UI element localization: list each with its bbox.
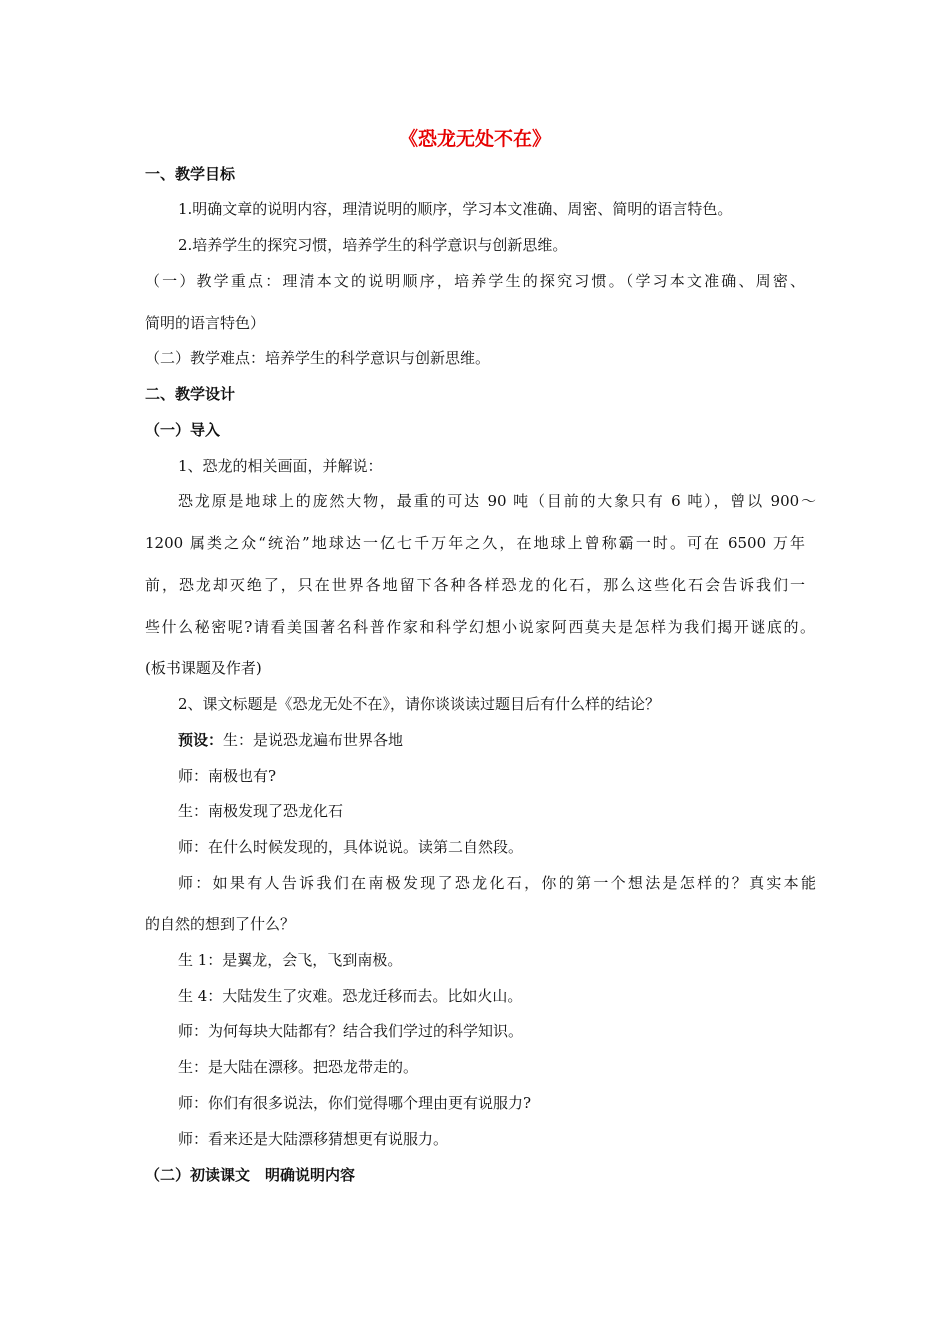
section-heading-goals: 一、教学目标 — [145, 165, 236, 183]
teaching-difficulty: （二）教学难点：培养学生的科学意识与创新思维。 — [145, 349, 491, 367]
teaching-focus-line-2: 简明的语言特色） — [145, 314, 266, 332]
subsection-intro: （一）导入 — [145, 421, 221, 439]
dialogue-line-continued: 的自然的想到了什么？ — [145, 915, 296, 933]
dialogue-line: 师：看来还是大陆漂移猜想更有说服力。 — [178, 1130, 449, 1148]
dialogue-line: 师：南极也有? — [178, 767, 277, 785]
goal-2: 2.培养学生的探究习惯，培养学生的科学意识与创新思维。 — [178, 236, 568, 254]
intro-paragraph-line-4: 些什么秘密呢?请看美国著名科普作家和科学幻想小说家阿西莫夫是怎样为我们揭开谜底的。 — [145, 618, 815, 636]
preset-label: 预设： — [178, 731, 224, 749]
dialogue-line: 生 1：是翼龙，会飞，飞到南极。 — [178, 951, 403, 969]
dialogue-line: 师：为何每块大陆都有？结合我们学过的科学知识。 — [178, 1022, 524, 1040]
dialogue-line: 师：如果有人告诉我们在南极发现了恐龙化石，你的第一个想法是怎样的？真实本能 — [178, 874, 816, 892]
intro-paragraph-line-3: 前，恐龙却灭绝了，只在世界各地留下各种各样恐龙的化石，那么这些化石会告诉我们一 — [145, 576, 805, 594]
dialogue-line: 生：南极发现了恐龙化石 — [178, 802, 344, 820]
intro-paragraph-line-1: 恐龙原是地球上的庞然大物，最重的可达 90 吨（目前的大象只有 6 吨），曾以 900～ — [178, 492, 816, 510]
preset-text: 生：是说恐龙遍布世界各地 — [223, 731, 404, 749]
dialogue-line: 师：你们有很多说法，你们觉得哪个理由更有说服力? — [178, 1094, 532, 1112]
dialogue-line: 师：在什么时候发现的，具体说说。读第二自然段。 — [178, 838, 524, 856]
document-title: 《恐龙无处不在》 — [398, 128, 551, 150]
intro-paragraph-line-5: (板书课题及作者) — [145, 659, 262, 677]
teaching-focus-line-1: （一）教学重点：理清本文的说明顺序，培养学生的探究习惯。（学习本文准确、周密、 — [145, 272, 805, 290]
dialogue-line: 生 4：大陆发生了灾难。恐龙迁移而去。比如火山。 — [178, 987, 523, 1005]
intro-item-1: 1、恐龙的相关画面，并解说： — [178, 457, 383, 475]
preset-line — [178, 730, 858, 750]
goal-1: 1.明确文章的说明内容，理清说明的顺序，学习本文准确、周密、简明的语言特色。 — [178, 200, 733, 218]
subsection-first-reading: （二）初读课文 明确说明内容 — [145, 1166, 356, 1184]
section-heading-design: 二、教学设计 — [145, 385, 236, 403]
intro-item-2: 2、课文标题是《恐龙无处不在》，请你谈谈读过题目后有什么样的结论？ — [178, 695, 661, 713]
dialogue-line: 生：是大陆在漂移。把恐龙带走的。 — [178, 1058, 419, 1076]
intro-paragraph-line-2: 1200 属类之众“统治”地球达一亿七千万年之久，在地球上曾称霸一时。可在 6500 万年 — [145, 534, 805, 552]
